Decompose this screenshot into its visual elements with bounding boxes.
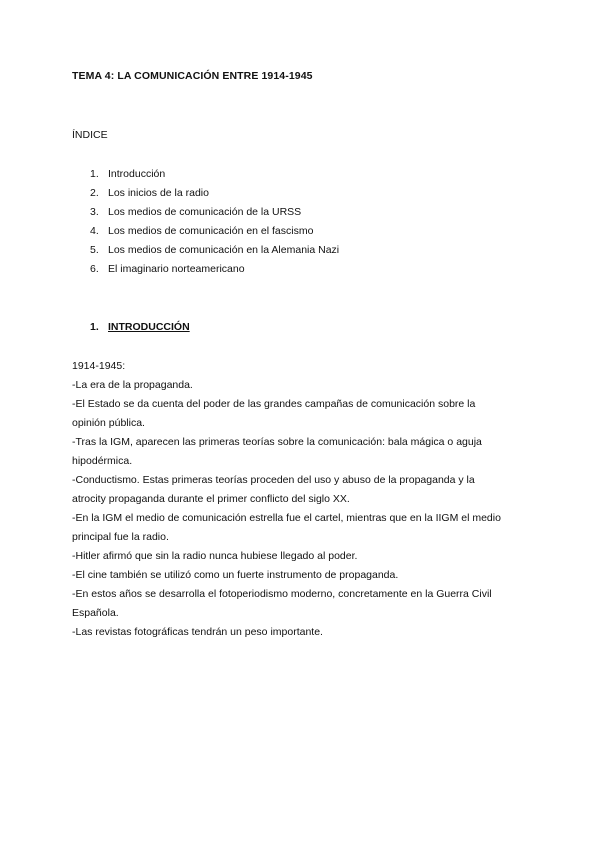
body-line: -La era de la propaganda. [72, 379, 193, 391]
section-heading [90, 321, 190, 333]
index-item-number: 4. [90, 225, 99, 237]
index-item [90, 224, 339, 243]
body-line: -En estos años se desarrolla el fotoperiodismo moderno, concretamente en la Guerra Civil [72, 588, 492, 600]
body-line: 1914-1945: [72, 360, 126, 372]
body-line: atrocity propaganda durante el primer conflicto del siglo XX. [72, 493, 350, 505]
section-title: INTRODUCCIÓN [108, 321, 190, 333]
index-list [90, 167, 339, 281]
index-item-number: 2. [90, 187, 99, 199]
index-item [90, 243, 339, 262]
body-line: principal fue la radio. [72, 531, 169, 543]
section-number: 1. [90, 321, 99, 333]
body-line: -El cine también se utilizó como un fuerte instrumento de propaganda. [72, 569, 399, 581]
index-item-label: Los medios de comunicación en la Alemania Nazi [108, 244, 340, 256]
index-item-label: Los medios de comunicación en el fascismo [108, 225, 314, 237]
body-line: Española. [72, 607, 119, 619]
index-item [90, 262, 339, 281]
index-heading: ÍNDICE [72, 129, 108, 141]
body-line: -Conductismo. Estas primeras teorías proceden del uso y abuso de la propaganda y la [72, 474, 475, 486]
body-line: -Hitler afirmó que sin la radio nunca hubiese llegado al poder. [72, 550, 358, 562]
body-line: -En la IGM el medio de comunicación estrella fue el cartel, mientras que en la IIGM el medio [72, 512, 501, 524]
index-item-label: El imaginario norteamericano [108, 263, 245, 275]
index-item-number: 3. [90, 206, 99, 218]
body-line: -Tras la IGM, aparecen las primeras teorías sobre la comunicación: bala mágica o aguja [72, 436, 482, 448]
body-line: opinión pública. [72, 417, 145, 429]
index-item [90, 167, 339, 186]
index-item-number: 6. [90, 263, 99, 275]
index-item-label: Los inicios de la radio [108, 187, 209, 199]
index-item-number: 5. [90, 244, 99, 256]
body-line: hipodérmica. [72, 455, 133, 467]
index-item [90, 186, 339, 205]
body-line: -El Estado se da cuenta del poder de las grandes campañas de comunicación sobre la [72, 398, 476, 410]
index-item-number: 1. [90, 168, 99, 180]
index-item [90, 205, 339, 224]
index-item-label: Introducción [108, 168, 166, 180]
body-line: -Las revistas fotográficas tendrán un peso importante. [72, 626, 323, 638]
index-item-label: Los medios de comunicación de la URSS [108, 206, 302, 218]
document-title: TEMA 4: LA COMUNICACIÓN ENTRE 1914-1945 [72, 70, 313, 82]
body-text [72, 359, 532, 644]
